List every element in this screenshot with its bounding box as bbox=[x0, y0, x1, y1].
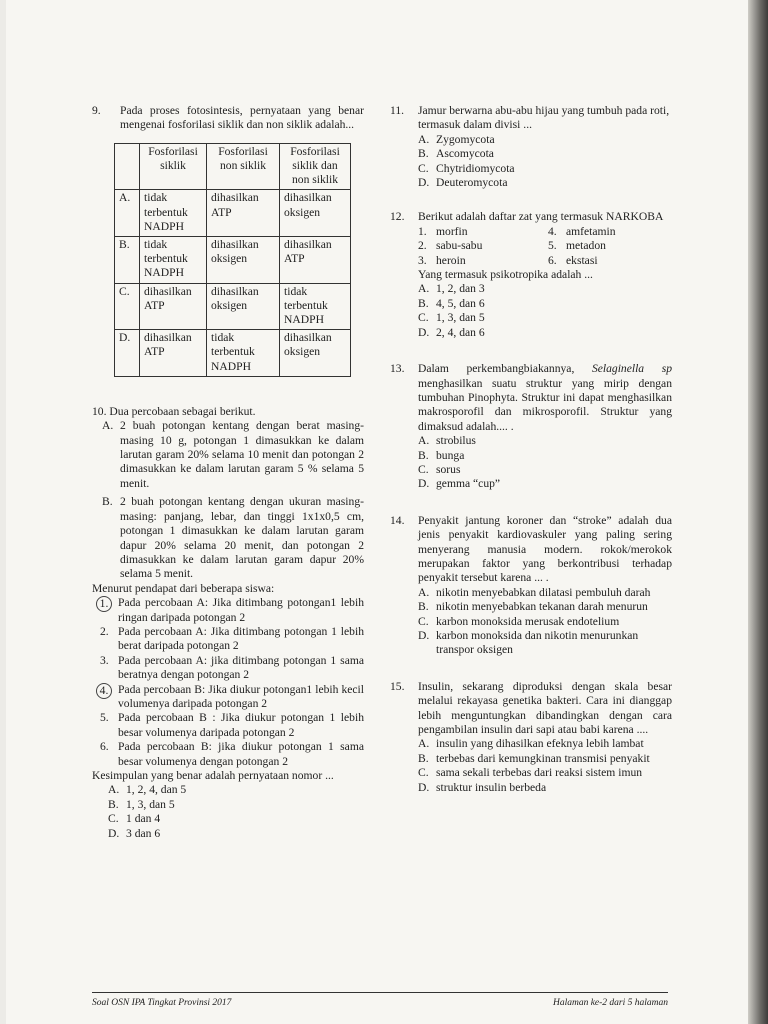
option-letter: D. bbox=[418, 176, 430, 190]
table-header-row bbox=[115, 143, 351, 190]
list-item bbox=[100, 596, 364, 625]
option-letter: A. bbox=[108, 783, 120, 797]
option-list bbox=[92, 783, 364, 841]
table-row bbox=[115, 190, 351, 237]
statement-number: 2. bbox=[100, 624, 109, 638]
option-text: gemma “cup” bbox=[436, 477, 501, 491]
option-text: Deuteromycota bbox=[436, 176, 508, 190]
footer-page-number: Halaman ke-2 dari 5 halaman bbox=[552, 998, 668, 1008]
option-text: insulin yang dihasilkan efeknya lebih lambat bbox=[436, 737, 644, 751]
list-item bbox=[100, 625, 364, 654]
answer-option bbox=[418, 162, 672, 176]
page-edge-shadow bbox=[748, 0, 768, 1024]
option-text: 4, 5, dan 6 bbox=[436, 296, 485, 310]
list-item bbox=[100, 740, 364, 769]
statement-text: Pada percobaan A: jika ditimbang potongan 1 sama beratnya dengan potongan 2 bbox=[118, 653, 364, 682]
option-letter: A. bbox=[418, 282, 430, 296]
answer-option bbox=[418, 449, 672, 463]
table-row bbox=[115, 330, 351, 377]
question-9 bbox=[92, 104, 364, 133]
question-text: Berikut adalah daftar zat yang termasuk NARKOBA bbox=[418, 210, 664, 224]
option-letter: C. bbox=[418, 614, 429, 628]
experiment-text: 2 buah potongan kentang dengan berat masing-masing 10 g, potongan 1 dimasukkan ke dalam larutan garam 20% selama 10 menit dan potongan 2 dimasukkan ke dalam larutan garam 5 % selama 5 menit. bbox=[120, 419, 364, 490]
option-letter: A. bbox=[418, 585, 430, 599]
question-text: Dua percobaan sebagai berikut. bbox=[109, 404, 256, 418]
statement-text: Pada percobaan B: Jika diukur potongan1 lebih kecil volumenya daripada potongan 2 bbox=[118, 682, 364, 710]
table-row bbox=[115, 283, 351, 330]
answer-option bbox=[418, 326, 672, 340]
question-number: 14. bbox=[390, 513, 405, 527]
question-text-start: Dalam perkembangbiakannya, bbox=[418, 362, 592, 376]
option-letter: D. bbox=[418, 780, 430, 794]
option-text: terbebas dari kemungkinan transmisi penyakit bbox=[436, 751, 650, 765]
experiment-text: 2 buah potongan kentang dengan ukuran masing-masing: panjang, lebar, dan tinggi 1x1x0,5 cm, potongan 1 dimasukkan ke dalam larutan garam dapur 20% selama 20 menit, dan potongan 2 dimasukkan ke dalam larutan garam dapur 20% selama 5 menit. bbox=[120, 495, 364, 581]
answer-option bbox=[418, 282, 672, 296]
option-letter: A. bbox=[418, 434, 430, 448]
answer-option bbox=[418, 752, 672, 766]
circled-number: 1. bbox=[96, 596, 112, 612]
item-number: 1. bbox=[418, 224, 427, 238]
answer-option bbox=[418, 434, 672, 448]
statement-list bbox=[92, 596, 364, 769]
answer-option bbox=[108, 783, 364, 797]
question-15 bbox=[390, 680, 672, 795]
statement-number bbox=[100, 596, 112, 612]
answer-option bbox=[418, 477, 672, 491]
answer-option bbox=[418, 737, 672, 751]
option-text: 1, 2, dan 3 bbox=[436, 282, 485, 296]
option-letter: B. bbox=[115, 237, 140, 284]
question-text-end: menghasilkan suatu struktur yang mirip dengan tumbuhan Pinophyta. Struktur ini dapat menghasilkan makrosporofil dan mikrosporofil. Struktur yang dimaksud adalah.... . bbox=[418, 376, 672, 433]
option-letter: B. bbox=[418, 147, 429, 161]
option-letter: B. bbox=[418, 751, 429, 765]
table-cell: dihasilkan ATP bbox=[207, 190, 280, 237]
list-item bbox=[100, 683, 364, 712]
footer-left: Soal OSN IPA Tingkat Provinsi 2017 bbox=[92, 998, 232, 1008]
answer-option bbox=[418, 297, 672, 311]
item-text: metadon bbox=[566, 239, 606, 253]
option-letter: D. bbox=[115, 330, 140, 377]
question-text: Insulin, sekarang diproduksi dengan skala besar melalui rekayasa genetika bakteri. Cara ini dianggap lebih menguntungkan dibandingkan dengan cara pengambilan insulin dari sapi atau babi karena .... bbox=[418, 679, 672, 737]
answer-option bbox=[108, 827, 364, 841]
question-number: 12. bbox=[390, 210, 405, 224]
item-number: 6. bbox=[548, 253, 557, 267]
option-letter: C. bbox=[115, 283, 140, 330]
question-10 bbox=[92, 405, 364, 841]
answer-option bbox=[418, 311, 672, 325]
answer-option bbox=[418, 176, 672, 190]
statement-number: 5. bbox=[100, 711, 109, 725]
table-cell: dihasilkan oksigen bbox=[280, 190, 351, 237]
table-cell: tidak terbentuk NADPH bbox=[207, 330, 280, 377]
option-text: sorus bbox=[436, 462, 461, 476]
experiment-b bbox=[102, 495, 364, 581]
option-letter: C. bbox=[108, 812, 119, 826]
option-letter: B. bbox=[418, 296, 429, 310]
conclusion-text: Kesimpulan yang benar adalah pernyataan nomor ... bbox=[92, 769, 334, 783]
statements-intro: Menurut pendapat dari beberapa siswa: bbox=[92, 581, 275, 595]
option-letter: B. bbox=[418, 600, 429, 614]
list-item bbox=[418, 254, 548, 268]
option-text: sama sekali terbebas dari reaksi sistem imun bbox=[436, 766, 643, 780]
experiment-letter: B. bbox=[102, 495, 113, 509]
option-text: Zygomycota bbox=[436, 132, 495, 146]
option-text: Chytridiomycota bbox=[436, 161, 515, 175]
answer-option bbox=[418, 629, 672, 658]
table-cell: dihasilkan ATP bbox=[280, 237, 351, 284]
experiment-list bbox=[92, 419, 364, 581]
answer-option bbox=[418, 463, 672, 477]
item-number: 4. bbox=[548, 224, 557, 238]
table-header: Fosforilasi siklik dan non siklik bbox=[280, 143, 351, 190]
answer-option bbox=[418, 133, 672, 147]
experiment-letter: A. bbox=[102, 419, 114, 433]
statement-text: Pada percobaan A: Jika ditimbang potongan 1 lebih berat daripada potongan 2 bbox=[118, 624, 364, 653]
question-11 bbox=[390, 104, 672, 190]
option-letter: D. bbox=[418, 629, 430, 642]
item-text: ekstasi bbox=[566, 253, 598, 267]
table-row bbox=[115, 237, 351, 284]
statement-number bbox=[100, 683, 112, 699]
question-text: Penyakit jantung koroner dan “stroke” adalah dua jenis penyakit kardiovaskuler yang paling sering menyerang manusia modern. rokok/merokok merupakan faktor yang berkontribusi terhadap penyakit tersebut karena ... . bbox=[418, 513, 672, 585]
table-cell: dihasilkan ATP bbox=[140, 330, 207, 377]
option-text: nikotin menyebabkan dilatasi pembuluh darah bbox=[436, 585, 651, 599]
table-cell: dihasilkan oksigen bbox=[207, 237, 280, 284]
answer-option bbox=[418, 766, 672, 780]
option-letter: C. bbox=[418, 161, 429, 175]
option-letter: A. bbox=[418, 737, 430, 751]
table-cell: dihasilkan oksigen bbox=[280, 330, 351, 377]
option-text: 1, 2, 4, dan 5 bbox=[126, 783, 187, 797]
option-text: nikotin menyebabkan tekanan darah menurun bbox=[436, 600, 648, 614]
question-prompt: Yang termasuk psikotropika adalah ... bbox=[418, 268, 593, 282]
question-number: 15. bbox=[390, 679, 405, 693]
option-text: 1, 3, dan 5 bbox=[436, 311, 485, 325]
circled-number: 4. bbox=[96, 683, 112, 699]
statement-text: Pada percobaan A: Jika ditimbang potongan1 lebih ringan daripada potongan 2 bbox=[118, 596, 364, 624]
left-column bbox=[92, 104, 364, 841]
table-cell: tidak terbentuk NADPH bbox=[140, 190, 207, 237]
question-text bbox=[418, 362, 672, 434]
substance-list bbox=[418, 225, 672, 268]
table-header: Fosforilasi non siklik bbox=[207, 143, 280, 190]
question-14 bbox=[390, 514, 672, 658]
answer-option bbox=[108, 812, 364, 826]
option-text: 2, 4, dan 6 bbox=[436, 325, 485, 339]
answer-option bbox=[418, 600, 672, 614]
option-text: 1, 3, dan 5 bbox=[126, 797, 175, 811]
option-letter: C. bbox=[418, 766, 429, 780]
option-text: karbon monoksida dan nikotin menurunkan transpor oksigen bbox=[436, 629, 639, 657]
list-item bbox=[100, 711, 364, 740]
species-name: Selaginella sp bbox=[591, 362, 672, 376]
option-letter: A. bbox=[418, 132, 430, 146]
answer-option bbox=[108, 798, 364, 812]
question-text: Jamur berwarna abu-abu hijau yang tumbuh pada roti, termasuk dalam divisi ... bbox=[418, 104, 670, 132]
list-item bbox=[418, 239, 548, 253]
statement-number: 6. bbox=[100, 740, 109, 754]
answer-option bbox=[418, 586, 672, 600]
option-letter: B. bbox=[108, 797, 119, 811]
table-cell bbox=[115, 143, 140, 190]
question-12 bbox=[390, 210, 672, 340]
item-number: 3. bbox=[418, 253, 427, 267]
question-number: 10. bbox=[92, 404, 107, 418]
table-cell: dihasilkan oksigen bbox=[207, 283, 280, 330]
option-text: 3 dan 6 bbox=[126, 826, 161, 840]
footer-divider bbox=[92, 992, 668, 993]
option-text: strobilus bbox=[436, 434, 476, 448]
question-number: 13. bbox=[390, 362, 405, 376]
right-column bbox=[390, 104, 672, 795]
list-item bbox=[548, 254, 668, 268]
option-text: struktur insulin berbeda bbox=[436, 780, 547, 794]
item-number: 2. bbox=[418, 239, 427, 253]
option-text: 1 dan 4 bbox=[126, 812, 161, 826]
table-header: Fosforilasi siklik bbox=[140, 143, 207, 190]
item-text: amfetamin bbox=[566, 224, 616, 238]
question-text-line bbox=[92, 405, 364, 419]
experiment-a bbox=[102, 419, 364, 491]
list-item bbox=[418, 225, 548, 239]
option-letter: A. bbox=[115, 190, 140, 237]
option-text: bunga bbox=[436, 448, 465, 462]
option-text: karbon monoksida merusak endotelium bbox=[436, 614, 620, 628]
option-letter: D. bbox=[108, 826, 120, 840]
item-text: sabu-sabu bbox=[436, 239, 483, 253]
list-item bbox=[548, 225, 668, 239]
answer-option bbox=[418, 615, 672, 629]
statement-text: Pada percobaan B : Jika diukur potongan 1 lebih besar volumenya daripada potongan 2 bbox=[118, 711, 364, 739]
option-letter: D. bbox=[418, 325, 430, 339]
list-item bbox=[548, 239, 668, 253]
answer-option bbox=[418, 781, 672, 795]
question-13 bbox=[390, 362, 672, 492]
option-text: Ascomycota bbox=[436, 147, 494, 161]
statement-number: 3. bbox=[100, 653, 109, 667]
item-text: morfin bbox=[436, 224, 468, 238]
table-cell: tidak terbentuk NADPH bbox=[140, 237, 207, 284]
question-text: Pada proses fotosintesis, pernyataan yang benar mengenai fosforilasi siklik dan non siklik adalah... bbox=[120, 104, 364, 132]
table-cell: dihasilkan ATP bbox=[140, 283, 207, 330]
statement-text: Pada percobaan B: jika diukur potongan 1 sama besar volumenya dengan potongan 2 bbox=[118, 740, 364, 768]
question-number: 11. bbox=[390, 104, 405, 117]
answer-option bbox=[418, 147, 672, 161]
option-letter: C. bbox=[418, 462, 429, 476]
item-text: heroin bbox=[436, 253, 466, 267]
option-letter: D. bbox=[418, 477, 430, 491]
answer-table bbox=[114, 143, 351, 377]
table-cell: tidak terbentuk NADPH bbox=[280, 283, 351, 330]
list-item bbox=[100, 654, 364, 683]
option-letter: C. bbox=[418, 311, 429, 325]
question-number: 9. bbox=[92, 104, 101, 117]
item-number: 5. bbox=[548, 239, 557, 253]
option-letter: B. bbox=[418, 448, 429, 462]
